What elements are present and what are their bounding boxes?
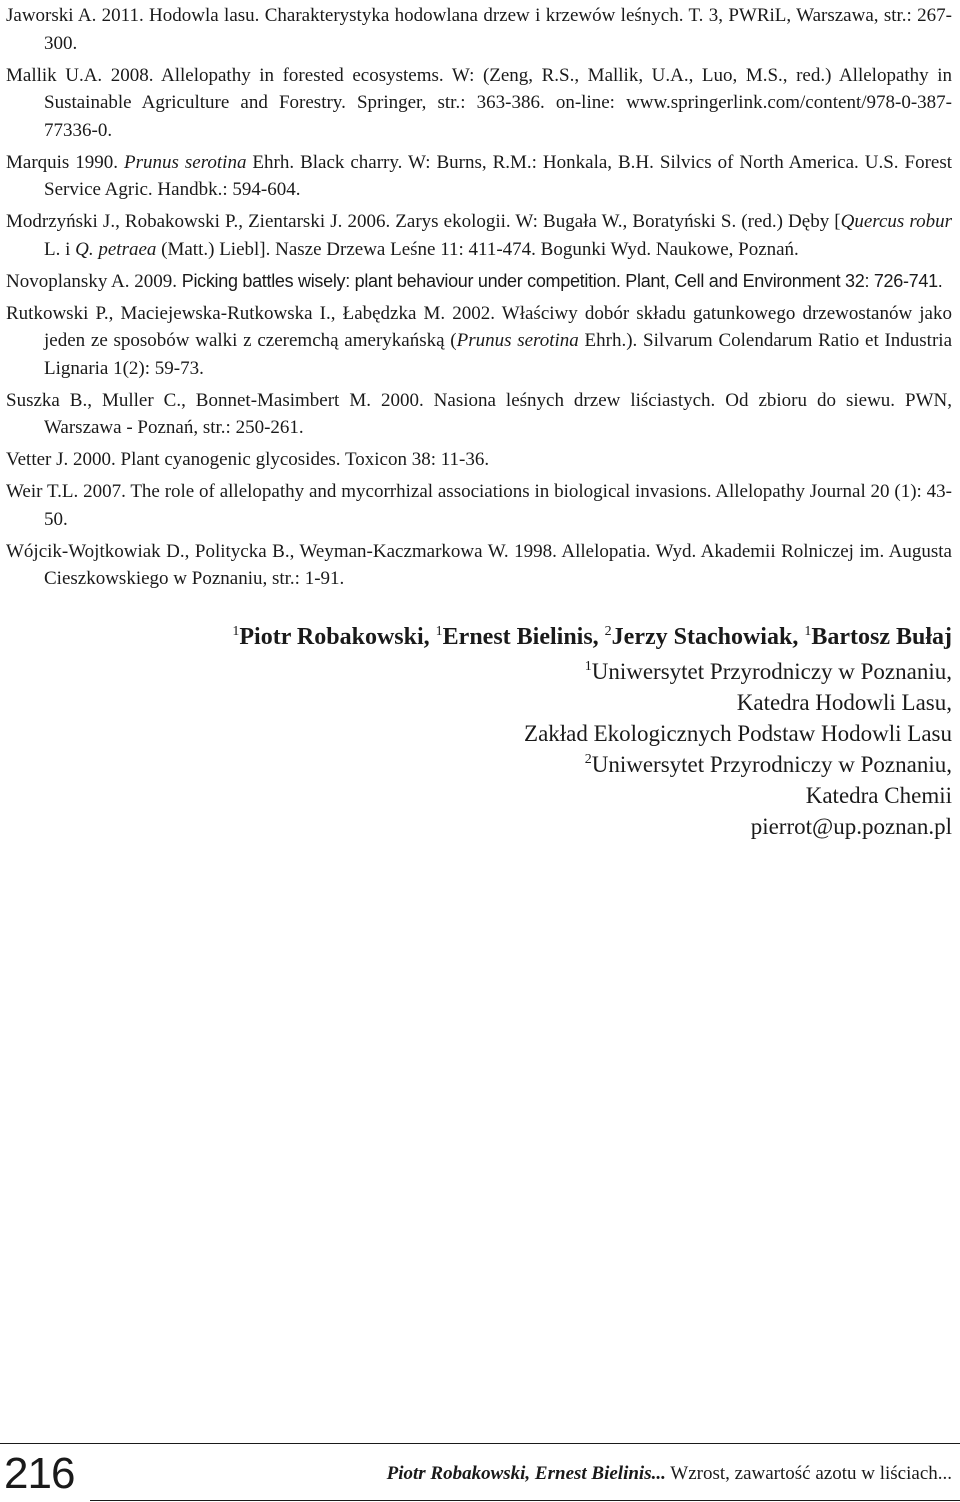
affiliation-text: Zakład Ekologicznych Podstaw Hodowli Lasu: [524, 721, 952, 746]
affiliation-line: [52, 656, 952, 687]
affiliation-text: pierrot@up.poznan.pl: [750, 814, 952, 839]
reference-wojcik: [6, 538, 952, 593]
running-head-title: Wzrost, zawartość azotu w liściach...: [670, 1463, 952, 1484]
affiliation-mark: 2: [584, 752, 592, 767]
affiliation-line: [52, 718, 952, 749]
reference-novoplansky: [6, 268, 952, 296]
reference-mallik: [6, 62, 952, 145]
affiliation-line: [52, 749, 952, 780]
reference-suszka: [6, 387, 952, 442]
running-head: [387, 1461, 952, 1487]
reference-modrzynski: [6, 208, 952, 263]
reference-marquis: [6, 149, 952, 204]
reference-rutkowski: [6, 300, 952, 383]
reference-list: [6, 2, 952, 597]
reference-text: Prunus serotina: [124, 151, 247, 173]
reference-text: Weir T.L. 2007. The role of allelopathy and mycorrhizal associations in biological invasions. Allelopathy Journal 20 (1): 43-50.: [6, 481, 952, 530]
author-affiliation-mark: 1: [804, 624, 812, 639]
author-affiliation-mark: 1: [232, 624, 240, 639]
reference-text: Jaworski A. 2011. Hodowla lasu. Charakterystyka hodowlana drzew i krzewów leśnych. T. 3, PWRiL, Warszawa, str.: 267-300.: [6, 5, 952, 54]
reference-text: Suszka B., Muller C., Bonnet-Masimbert M. 2000. Nasiona leśnych drzew liściastych. Od zbioru do siewu. PWN, Warszawa - Poznań, str.: 250-261.: [6, 389, 952, 438]
author-name: Jerzy Stachowiak,: [611, 624, 805, 650]
reference-text: Q. petraea: [75, 238, 157, 260]
author-block: [52, 618, 952, 842]
reference-text: Mallik U.A. 2008. Allelopathy in forested ecosystems. W: (Zeng, R.S., Mallik, U.A., Luo, M.S., red.) Allelopathy in Sustainable Agriculture and Forestry. Springer, str.: 363-386. on-line: www.springerlink.com/content/978-0-387-77336-0.: [6, 64, 952, 141]
reference-text: (Matt.) Liebl]. Nasze Drzewa Leśne 11: 411-474. Bogunki Wyd. Naukowe, Poznań.: [156, 238, 799, 260]
reference-text: Rutkowski P., Maciejewska-Rutkowska I., Łabędzka M. 2002. Właściwy dobór składu gatunkowego drzewostanów jako jeden ze sposobów walki z czeremchą amerykańską (: [6, 302, 952, 351]
author-names: [52, 618, 952, 656]
author-name: Bartosz Bułaj: [811, 624, 952, 650]
running-head-authors: Piotr Robakowski, Ernest Bielinis...: [386, 1463, 666, 1484]
affiliation-text: Katedra Chemii: [805, 783, 952, 808]
reference-text: Ehrh. Black charry. W: Burns, R.M.: Honkala, B.H. Silvics of North America. U.S. Forest Service Agric. Handbk.: 594-604.: [44, 151, 952, 200]
author-affiliation-mark: 1: [435, 624, 443, 639]
reference-text: Novoplansky A. 2009.: [6, 270, 182, 292]
reference-weir: [6, 478, 952, 533]
affiliation-line: [52, 811, 952, 842]
author-name: Ernest Bielinis,: [442, 624, 605, 650]
reference-text: Modrzyński J., Robakowski P., Zientarski J. 2006. Zarys ekologii. W: Bugała W., Boratyński S. (red.) Dęby [: [6, 211, 841, 232]
affiliation-text: Uniwersytet Przyrodniczy w Poznaniu,: [591, 752, 952, 777]
reference-text: Wójcik-Wojtkowiak D., Politycka B., Weyman-Kaczmarkowa W. 1998. Allelopatia. Wyd. Akademii Rolniczej im. Augusta Cieszkowskiego w Poznaniu, str.: 1-91.: [6, 540, 952, 589]
affiliation-line: [52, 687, 952, 718]
reference-text: Ehrh.). Silvarum Colendarum Ratio et Industria Lignaria 1(2): 59-73.: [44, 330, 953, 379]
reference-vetter: [6, 446, 952, 474]
affiliation-text: Uniwersytet Przyrodniczy w Poznaniu,: [591, 659, 952, 684]
reference-text: Quercus robur: [840, 211, 952, 232]
reference-text: L. i: [44, 238, 76, 260]
reference-text: Picking battles wisely: plant behaviour under competition. Plant, Cell and Environment 32: 726-741.: [181, 270, 943, 291]
affiliation-line: [52, 780, 952, 811]
affiliation-text: Katedra Hodowli Lasu,: [736, 690, 952, 715]
affiliation-list: [52, 656, 952, 842]
author-affiliation-mark: 2: [604, 624, 612, 639]
reference-text: Prunus serotina: [456, 330, 579, 351]
reference-text: Vetter J. 2000. Plant cyanogenic glycosides. Toxicon 38: 11-36.: [6, 449, 490, 470]
page-number: 216: [4, 1449, 75, 1498]
footer-rule-top: [0, 1443, 960, 1444]
reference-jaworski: [6, 2, 952, 57]
reference-text: Marquis 1990.: [6, 151, 125, 173]
footer-rule-bottom: [90, 1500, 960, 1501]
author-name: Piotr Robakowski,: [239, 624, 436, 650]
affiliation-mark: 1: [584, 659, 592, 674]
